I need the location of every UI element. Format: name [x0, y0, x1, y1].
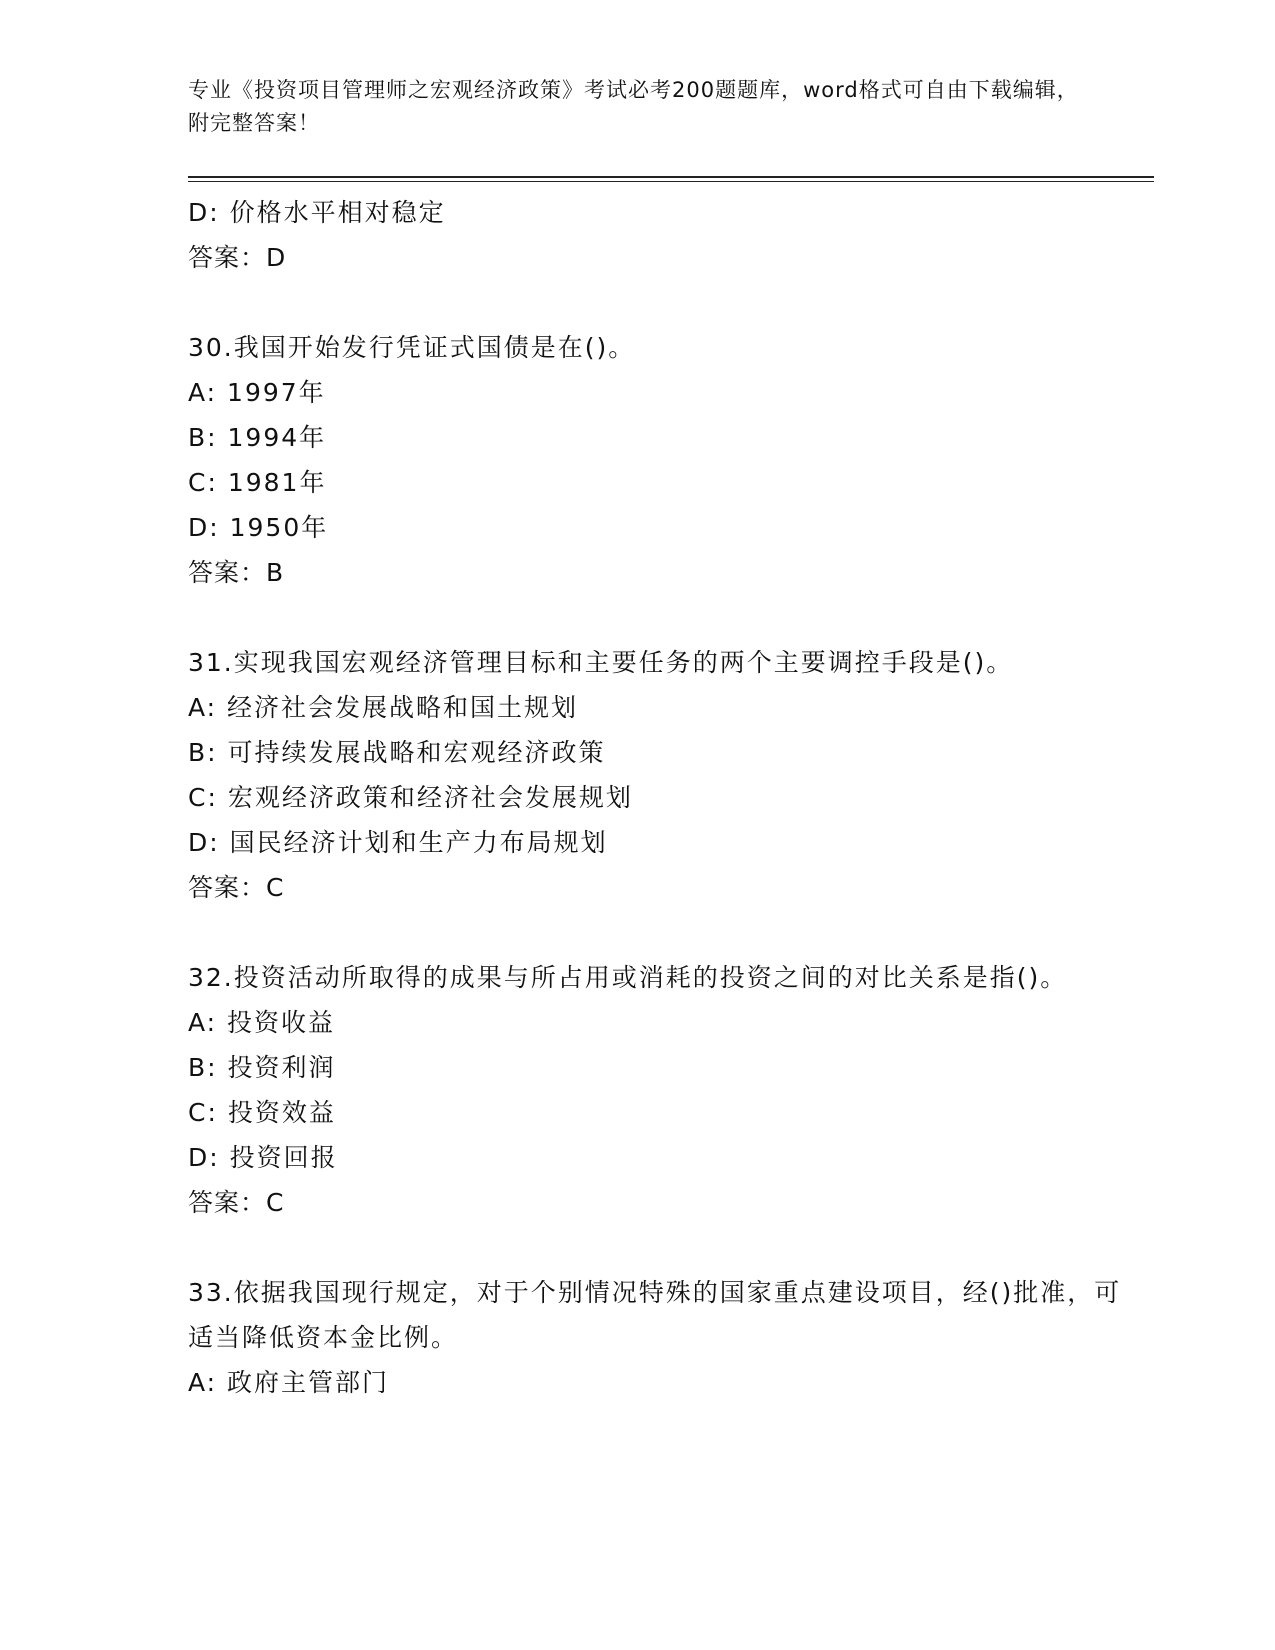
option-line: B: 1994年 — [188, 423, 327, 452]
header-rule-thick — [188, 176, 1154, 178]
spacer — [188, 595, 1148, 640]
option-line: D: 国民经济计划和生产力布局规划 — [188, 828, 608, 857]
option-line: C: 投资效益 — [188, 1098, 336, 1127]
answer-line: 答案：C — [188, 873, 285, 902]
option-line: D: 投资回报 — [188, 1143, 338, 1172]
answer-line: 答案：D — [188, 243, 287, 272]
answer-line: 答案：B — [188, 558, 285, 587]
option-line: A: 投资收益 — [188, 1008, 336, 1037]
spacer — [188, 910, 1148, 955]
question-text: 33.依据我国现行规定，对于个别情况特殊的国家重点建设项目，经()批准，可适当降低资本金比例。 — [188, 1278, 1122, 1352]
spacer — [188, 1225, 1148, 1270]
option-line: D: 价格水平相对稳定 — [188, 198, 446, 227]
option-line: C: 1981年 — [188, 468, 327, 497]
option-line: A: 政府主管部门 — [188, 1368, 390, 1397]
option-line: D: 1950年 — [188, 513, 329, 542]
question-text: 32.投资活动所取得的成果与所占用或消耗的投资之间的对比关系是指()。 — [188, 963, 1068, 992]
option-line: A: 经济社会发展战略和国土规划 — [188, 693, 579, 722]
answer-line: 答案：C — [188, 1188, 285, 1217]
option-line: B: 投资利润 — [188, 1053, 336, 1082]
option-line: B: 可持续发展战略和宏观经济政策 — [188, 738, 606, 767]
header-rule-thin — [188, 181, 1154, 182]
document-header: 专业《投资项目管理师之宏观经济政策》考试必考200题题库，word格式可自由下载编辑，附完整答案！ — [188, 78, 1079, 135]
spacer — [188, 280, 1148, 325]
question-list — [188, 190, 1148, 1405]
option-line: C: 宏观经济政策和经济社会发展规划 — [188, 783, 633, 812]
question-text: 30.我国开始发行凭证式国债是在()。 — [188, 333, 636, 362]
option-line: A: 1997年 — [188, 378, 326, 407]
question-text: 31.实现我国宏观经济管理目标和主要任务的两个主要调控手段是()。 — [188, 648, 1014, 677]
